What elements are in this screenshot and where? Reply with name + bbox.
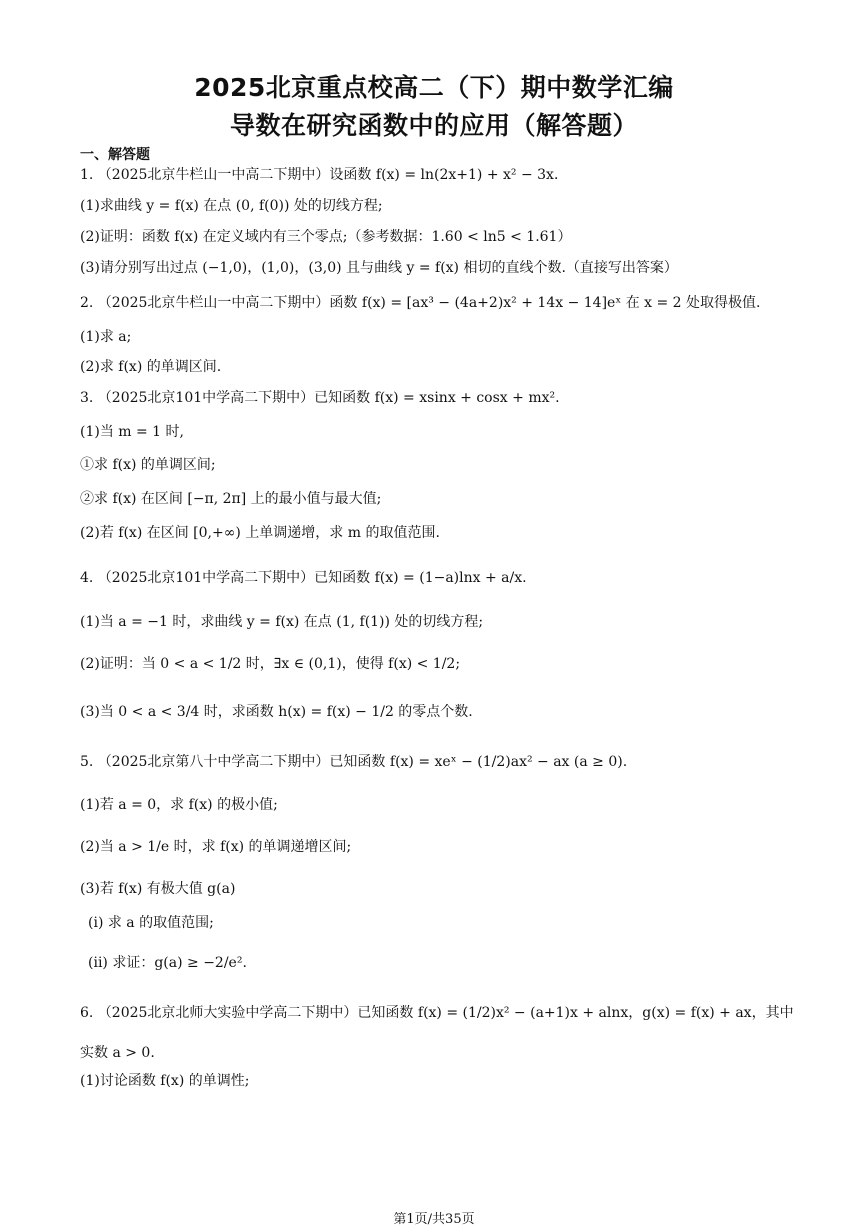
question-4: 4. （2025北京101中学高二下期中）已知函数 f(x) = (1−a)lnx + a/x. [80, 570, 527, 586]
page-footer: 第1页/共35页 [393, 1212, 475, 1227]
question-5-part-2: (2)当 a > 1/e 时，求 f(x) 的单调递增区间; [80, 839, 352, 855]
question-5-part-3-sub-i: (i) 求 a 的取值范围; [88, 915, 214, 931]
title-line-2: 导数在研究函数中的应用（解答题） [229, 111, 638, 140]
question-1-part-1: (1)求曲线 y = f(x) 在点 (0, f(0)) 处的切线方程; [80, 198, 383, 214]
question-5-part-3: (3)若 f(x) 有极大值 g(a) [80, 881, 236, 897]
question-2-part-2: (2)求 f(x) 的单调区间. [80, 359, 222, 375]
section-heading: 一、解答题 [80, 147, 150, 163]
question-3-part-2: (2)若 f(x) 在区间 [0,+∞) 上单调递增，求 m 的取值范围. [80, 525, 440, 541]
question-5-part-1: (1)若 a = 0，求 f(x) 的极小值; [80, 797, 278, 813]
question-1-part-2: (2)证明：函数 f(x) 在定义域内有三个零点;（参考数据：1.60 < ln5 < 1.61） [80, 229, 572, 245]
question-5-part-3-sub-ii: (ii) 求证：g(a) ≥ −2/e². [88, 955, 247, 971]
question-3-part-1: (1)当 m = 1 时, [80, 424, 184, 440]
question-3: 3. （2025北京101中学高二下期中）已知函数 f(x) = xsinx + cosx + mx². [80, 390, 560, 406]
question-1-part-3: (3)请分别写出过点 (−1,0)，(1,0)，(3,0) 且与曲线 y = f(x) 相切的直线个数.（直接写出答案） [80, 260, 678, 276]
question-6: 6. （2025北京北师大实验中学高二下期中）已知函数 f(x) = (1/2)x² − (a+1)x + alnx，g(x) = f(x) + ax，其中 [80, 1005, 794, 1021]
question-1: 1. （2025北京牛栏山一中高二下期中）设函数 f(x) = ln(2x+1) + x² − 3x． [80, 167, 568, 183]
question-6-part-1: (1)讨论函数 f(x) 的单调性; [80, 1073, 250, 1089]
question-3-part-1-sub-1: ①求 f(x) 的单调区间; [80, 457, 216, 473]
question-5: 5. （2025北京第八十中学高二下期中）已知函数 f(x) = xeˣ − (1/2)ax² − ax (a ≥ 0). [80, 754, 628, 770]
question-4-part-2: (2)证明：当 0 < a < 1/2 时，∃x ∈ (0,1)，使得 f(x) < 1/2; [80, 656, 461, 672]
title-line-1: 2025北京重点校高二（下）期中数学汇编 [194, 73, 674, 102]
question-2-part-1: (1)求 a; [80, 329, 132, 345]
question-2: 2. （2025北京牛栏山一中高二下期中）函数 f(x) = [ax³ − (4a+2)x² + 14x − 14]eˣ 在 x = 2 处取得极值. [80, 295, 761, 311]
question-6-continued: 实数 a > 0. [80, 1045, 155, 1061]
question-4-part-1: (1)当 a = −1 时，求曲线 y = f(x) 在点 (1, f(1)) 处的切线方程; [80, 614, 484, 630]
question-3-part-1-sub-2: ②求 f(x) 在区间 [−π, 2π] 上的最小值与最大值; [80, 491, 382, 507]
question-4-part-3: (3)当 0 < a < 3/4 时，求函数 h(x) = f(x) − 1/2 的零点个数. [80, 704, 473, 720]
